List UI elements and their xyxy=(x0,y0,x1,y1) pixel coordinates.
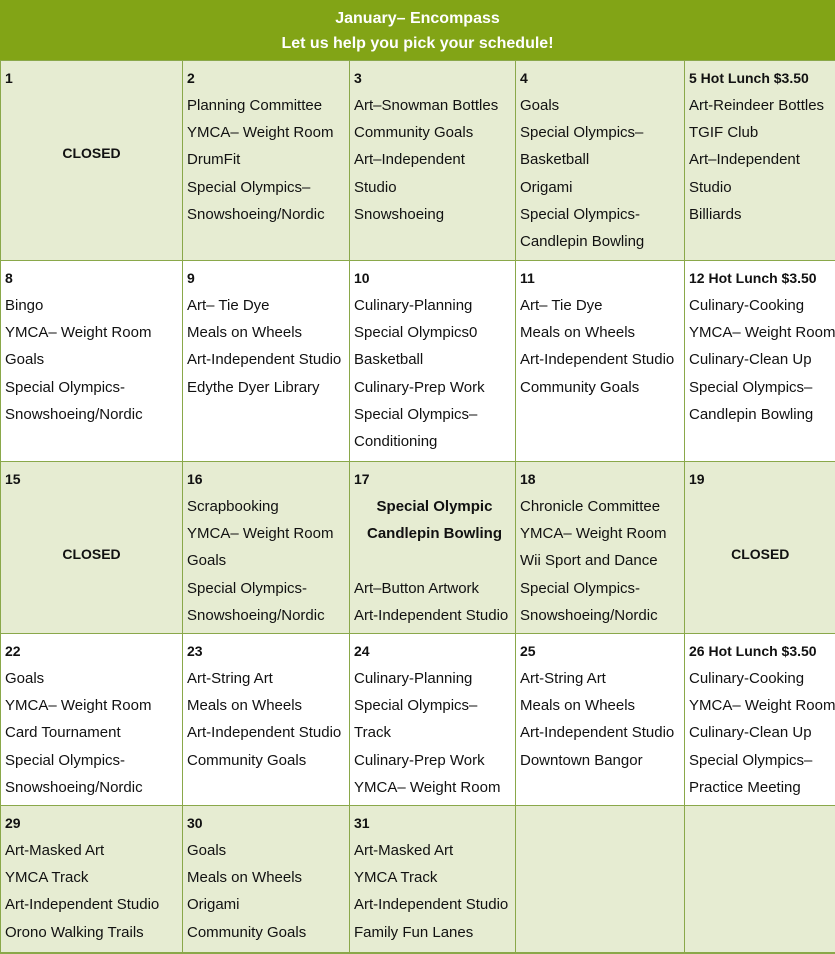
day-number xyxy=(520,810,684,837)
activity-item: Special Olympics– xyxy=(689,378,813,396)
activity-item: Candlepin Bowling xyxy=(689,405,814,423)
activity-item: Scrapbooking xyxy=(187,498,279,515)
calendar-day-cell xyxy=(516,634,685,806)
calendar-day-cell xyxy=(350,261,516,462)
calendar-day-cell xyxy=(1,634,183,806)
day-number: 12 Hot Lunch $3.50 xyxy=(689,270,817,286)
day-number: 23 xyxy=(187,643,203,659)
day-number: 25 xyxy=(520,643,536,659)
day-number: 22 xyxy=(5,643,21,659)
activity-item: Special Olympics– xyxy=(689,751,813,769)
calendar-day-cell xyxy=(685,61,835,261)
day-number: 17 xyxy=(354,471,370,487)
activity-item: Goals xyxy=(5,351,45,369)
day-number: 11 xyxy=(520,270,535,286)
day-number: 18 xyxy=(520,471,536,487)
day-number: 26 Hot Lunch $3.50 xyxy=(689,643,817,659)
calendar-day-cell xyxy=(183,806,350,953)
activity-item: YMCA– Weight Room xyxy=(520,525,667,543)
calendar-day-cell xyxy=(350,634,516,806)
activity-item: Orono Walking Trails xyxy=(5,923,144,941)
day-number: 2 xyxy=(187,70,195,86)
activity-item: Snowshoeing/Nordic xyxy=(5,405,143,423)
calendar-week-row xyxy=(1,634,835,806)
activity-item: YMCA– Weight Room xyxy=(5,697,152,715)
activity-item: Special Olympics- xyxy=(5,378,126,396)
activity-item: Snowshoeing xyxy=(354,205,445,223)
day-number: 8 xyxy=(5,270,13,286)
activity-item: Snowshoeing/Nordic xyxy=(5,778,143,796)
activity-item: Studio xyxy=(354,178,397,196)
activity-item: Billiards xyxy=(689,205,742,223)
activity-item: Basketball xyxy=(354,351,424,369)
activity-item: Art-Independent Studio xyxy=(5,896,160,914)
activity-item: Bingo xyxy=(5,297,44,314)
day-number: 29 xyxy=(5,815,21,831)
calendar-day-cell xyxy=(1,261,183,462)
activity-item: Meals on Wheels xyxy=(520,324,636,342)
calendar-day-cell xyxy=(516,806,685,953)
day-number: 16 xyxy=(187,471,203,487)
activity-item: YMCA– Weight Room xyxy=(689,697,835,715)
activity-item: Art–Snowman Bottles xyxy=(354,97,499,114)
calendar-day-cell xyxy=(183,261,350,462)
day-number: 4 xyxy=(520,70,528,86)
activity-item: Special Olympics- xyxy=(5,751,126,769)
activity-item: Community Goals xyxy=(187,751,307,769)
activity-item: YMCA– Weight Room xyxy=(5,324,152,342)
calendar-day-cell xyxy=(1,61,183,261)
activity-item: Art– Tie Dye xyxy=(520,297,603,314)
activity-item: YMCA– Weight Room xyxy=(354,778,501,796)
spacer xyxy=(354,547,515,574)
day-number: 31 xyxy=(354,815,370,831)
activity-item: Origami xyxy=(520,178,573,196)
day-number xyxy=(689,810,835,837)
calendar-grid xyxy=(0,60,835,954)
activity-item: Culinary-Planning xyxy=(354,297,473,314)
activity-item: Card Tournament xyxy=(5,724,121,742)
activity-item: YMCA Track xyxy=(354,869,438,887)
activity-item: Special Olympics– xyxy=(187,178,311,196)
activity-item: Studio xyxy=(689,178,732,196)
activity-item: Art–Button Artwork xyxy=(354,579,480,597)
activity-item: TGIF Club xyxy=(689,124,759,142)
activity-item: Art-Independent Studio xyxy=(354,606,509,624)
activity-item: Chronicle Committee xyxy=(520,498,661,515)
activity-item: Art-Independent Studio xyxy=(354,896,509,914)
activity-item: Special Olympics– xyxy=(520,124,644,142)
calendar-header xyxy=(0,0,835,60)
highlight-event: Candlepin Bowling xyxy=(367,525,502,543)
activity-item: Edythe Dyer Library xyxy=(187,378,320,396)
activity-item: Art–Independent xyxy=(354,151,465,169)
activity-item: Snowshoeing/Nordic xyxy=(187,205,325,223)
activity-item: Candlepin Bowling xyxy=(520,233,645,251)
activity-item: DrumFit xyxy=(187,151,241,169)
calendar-week-row xyxy=(1,806,835,953)
activity-item: Meals on Wheels xyxy=(187,869,303,887)
activity-item: Culinary-Cooking xyxy=(689,297,805,314)
activity-item: YMCA– Weight Room xyxy=(187,124,334,142)
activity-item: Community Goals xyxy=(354,124,474,142)
day-number: 30 xyxy=(187,815,203,831)
calendar-day-cell xyxy=(183,61,350,261)
activity-item: Culinary-Prep Work xyxy=(354,378,485,396)
calendar-day-cell xyxy=(1,806,183,953)
calendar-week-row xyxy=(1,462,835,634)
closed-label: CLOSED xyxy=(62,145,121,161)
activity-item: Culinary-Clean Up xyxy=(689,351,812,369)
activity-item: YMCA– Weight Room xyxy=(689,324,835,342)
activity-item: Art-Independent Studio xyxy=(187,351,342,369)
day-number: 19 xyxy=(689,471,705,487)
activity-item: Special Olympics0 xyxy=(354,324,478,342)
activity-item: Track xyxy=(354,724,391,742)
calendar-subtitle: Let us help you pick your schedule! xyxy=(281,35,554,52)
calendar-week-row xyxy=(1,261,835,462)
day-number: 15 xyxy=(5,471,21,487)
activity-item: Culinary-Cooking xyxy=(689,670,805,687)
activity-item: Community Goals xyxy=(187,923,307,941)
calendar-day-cell xyxy=(183,462,350,634)
closed-label: CLOSED xyxy=(731,546,790,562)
activity-item: Art–Independent xyxy=(689,151,800,169)
activity-item: Meals on Wheels xyxy=(187,697,303,715)
activity-item: YMCA– Weight Room xyxy=(187,525,334,543)
calendar-week-row xyxy=(1,61,835,261)
day-number: 9 xyxy=(187,270,195,286)
calendar-day-cell xyxy=(685,261,835,462)
activity-item: Art-String Art xyxy=(187,670,273,687)
activity-item: Snowshoeing/Nordic xyxy=(520,606,658,624)
day-number: 1 xyxy=(5,70,13,86)
calendar-day-cell xyxy=(350,806,516,953)
calendar-day-cell xyxy=(516,261,685,462)
closed-label: CLOSED xyxy=(62,546,121,562)
activity-item: Special Olympics- xyxy=(520,205,641,223)
day-number: 3 xyxy=(354,70,362,86)
activity-item: Meals on Wheels xyxy=(187,324,303,342)
activity-item: Family Fun Lanes xyxy=(354,923,474,941)
activity-item: Practice Meeting xyxy=(689,778,801,796)
activity-item: Basketball xyxy=(520,151,590,169)
activity-item: Goals xyxy=(520,97,560,114)
calendar-day-cell xyxy=(685,634,835,806)
calendar-day-cell xyxy=(685,806,835,953)
calendar-title: January– Encompass xyxy=(335,10,500,27)
activity-item: Conditioning xyxy=(354,433,438,451)
activity-item: Culinary-Planning xyxy=(354,670,473,687)
activity-item: Art-String Art xyxy=(520,670,606,687)
activity-item: YMCA Track xyxy=(5,869,89,887)
activity-item: Goals xyxy=(187,842,227,859)
activity-item: Goals xyxy=(5,670,45,687)
activity-item: Art-Masked Art xyxy=(5,842,105,859)
activity-item: Art-Independent Studio xyxy=(520,351,675,369)
calendar-day-cell xyxy=(516,61,685,261)
day-number: 24 xyxy=(354,643,370,659)
activity-item: Culinary-Clean Up xyxy=(689,724,812,742)
day-number: 10 xyxy=(354,270,370,286)
activity-item: Community Goals xyxy=(520,378,640,396)
activity-item: Special Olympics- xyxy=(187,579,308,597)
activity-item: Meals on Wheels xyxy=(520,697,636,715)
activity-item: Culinary-Prep Work xyxy=(354,751,485,769)
activity-item: Origami xyxy=(187,896,240,914)
activity-item: Art-Independent Studio xyxy=(187,724,342,742)
activity-item: Snowshoeing/Nordic xyxy=(187,606,325,624)
calendar-day-cell xyxy=(516,462,685,634)
calendar-day-cell xyxy=(685,462,835,634)
activity-item: Planning Committee xyxy=(187,97,323,114)
activity-item: Wii Sport and Dance xyxy=(520,552,658,570)
activity-item: Special Olympics– xyxy=(354,697,478,715)
activity-item: Art– Tie Dye xyxy=(187,297,270,314)
day-number: 5 Hot Lunch $3.50 xyxy=(689,70,809,86)
calendar-day-cell xyxy=(1,462,183,634)
calendar-day-cell xyxy=(350,61,516,261)
activity-item: Downtown Bangor xyxy=(520,751,643,769)
activity-item: Art-Independent Studio xyxy=(520,724,675,742)
activity-item: Goals xyxy=(187,552,227,570)
activity-item: Special Olympics- xyxy=(520,579,641,597)
calendar-day-cell xyxy=(350,462,516,634)
calendar-day-cell xyxy=(183,634,350,806)
activity-item: Art-Masked Art xyxy=(354,842,454,859)
activity-item: Special Olympics– xyxy=(354,405,478,423)
highlight-event: Special Olympic xyxy=(376,498,493,515)
activity-item: Art-Reindeer Bottles xyxy=(689,97,825,114)
